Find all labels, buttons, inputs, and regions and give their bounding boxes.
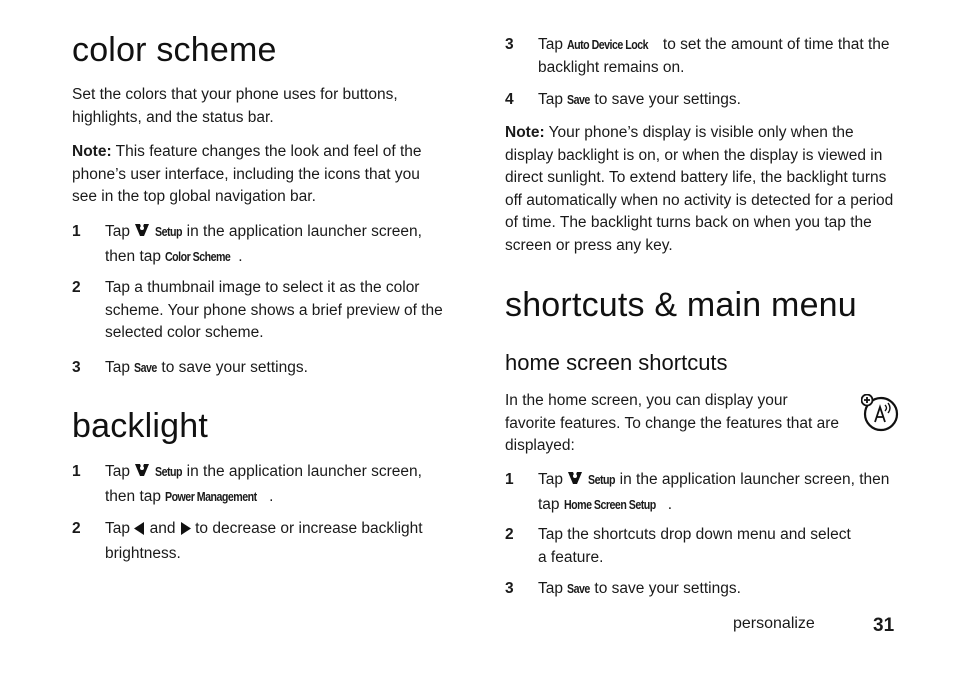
step-text xyxy=(538,469,897,516)
color-scheme-step-1 xyxy=(72,221,448,267)
step-text xyxy=(538,34,897,79)
step-text-post: to save your settings. xyxy=(590,580,741,597)
step-text-mid: and xyxy=(145,520,180,537)
backlight-step-3 xyxy=(505,34,897,80)
left-triangle-icon xyxy=(134,520,145,543)
step-text-post: . xyxy=(238,247,243,265)
step-text-pre: Tap xyxy=(538,91,568,108)
step-text-mid: in the application launcher screen, then tap xyxy=(538,471,890,513)
setup-wrench-icon xyxy=(567,470,583,494)
note-text: Your phone’s display is visible only when the display backlight is on, or when the display is viewed in direct sunlight. To extend battery life, the backlight turns off automatically when no activity is detected for a period of time. The backlight turns back on when you tap the screen or press any key. xyxy=(505,124,894,254)
shortcuts-step-2 xyxy=(505,524,897,570)
section-heading-shortcuts: shortcuts & main menu xyxy=(505,286,857,324)
step-number: 1 xyxy=(72,223,81,240)
step-number: 2 xyxy=(505,526,514,543)
step-number: 3 xyxy=(72,359,81,376)
step-number: 1 xyxy=(72,463,81,480)
power-management-label: Power Management xyxy=(165,489,257,504)
section-heading-backlight: backlight xyxy=(72,407,208,445)
backlight-note xyxy=(505,122,897,257)
step-text-mid: in the application launcher screen, then tap xyxy=(105,463,422,505)
subheading-home-screen-shortcuts: home screen shortcuts xyxy=(505,350,728,375)
step-text xyxy=(538,89,897,112)
step-text xyxy=(105,357,448,380)
shortcuts-step-1 xyxy=(505,469,897,515)
step-text-post: . xyxy=(269,487,274,505)
setup-label: Setup xyxy=(154,465,182,479)
color-scheme-note xyxy=(72,141,448,209)
color-scheme-intro: Set the colors that your phone uses for buttons, highlights, and the status bar. xyxy=(72,86,398,126)
save-label: Save xyxy=(567,582,591,596)
step-number: 1 xyxy=(505,471,514,488)
home-screen-setup-label: Home Screen Setup xyxy=(563,497,656,512)
step-text xyxy=(105,221,448,268)
footer-section-label: personalize xyxy=(733,615,815,632)
note-label: Note: xyxy=(505,124,545,141)
setup-label: Setup xyxy=(154,225,182,239)
step-text-pre: Tap xyxy=(538,580,568,597)
right-triangle-icon xyxy=(180,520,191,543)
step-text: Tap a thumbnail image to select it as the color scheme. Your phone shows a brief preview of the selected color scheme. xyxy=(105,279,443,341)
step-text-post: to save your settings. xyxy=(590,91,741,108)
step-text-pre: Tap xyxy=(105,463,135,480)
setup-wrench-icon xyxy=(134,222,150,246)
step-text-pre: Tap xyxy=(105,223,135,240)
step-text-post: to decrease or increase backlight brightness. xyxy=(105,520,423,562)
step-text xyxy=(538,578,897,601)
color-scheme-label: Color Scheme xyxy=(165,249,231,264)
setup-label: Setup xyxy=(587,473,615,487)
color-scheme-step-2 xyxy=(72,277,448,347)
step-text-post: . xyxy=(667,495,673,513)
section-heading-color-scheme: color scheme xyxy=(72,31,277,69)
step-number: 3 xyxy=(505,36,514,53)
shortcuts-intro: In the home screen, you can display your favorite features. To change the features that are displayed: xyxy=(505,392,840,454)
step-text-pre: Tap xyxy=(538,471,568,488)
network-feature-icon xyxy=(861,394,899,437)
note-text: This feature changes the look and feel of the phone’s user interface, including the icons that you see in the top global navigation bar. xyxy=(72,143,422,205)
backlight-step-4 xyxy=(505,89,897,113)
step-number: 2 xyxy=(72,520,81,537)
step-number: 3 xyxy=(505,580,514,597)
page-number: 31 xyxy=(873,615,895,636)
backlight-step-1 xyxy=(72,461,448,507)
step-text-mid: in the application launcher screen, then tap xyxy=(105,223,422,265)
step-text: Tap the shortcuts drop down menu and select a feature. xyxy=(538,526,851,566)
step-number: 2 xyxy=(72,279,81,296)
note-label: Note: xyxy=(72,143,112,160)
step-text-post: to save your settings. xyxy=(157,359,308,376)
step-text-pre: Tap xyxy=(105,359,135,376)
save-label: Save xyxy=(134,361,158,375)
step-number: 4 xyxy=(505,91,514,108)
color-scheme-step-3 xyxy=(72,357,448,381)
save-label: Save xyxy=(567,93,591,107)
step-text-pre: Tap xyxy=(105,520,135,537)
auto-device-lock-label: Auto Device Lock xyxy=(567,38,649,52)
step-text xyxy=(105,461,448,508)
shortcuts-step-3 xyxy=(505,578,897,602)
step-text-post: to set the amount of time that the backlight remains on. xyxy=(538,36,890,76)
step-text xyxy=(105,518,448,565)
step-text-pre: Tap xyxy=(538,36,568,53)
backlight-step-2 xyxy=(72,518,448,564)
setup-wrench-icon xyxy=(134,462,150,486)
